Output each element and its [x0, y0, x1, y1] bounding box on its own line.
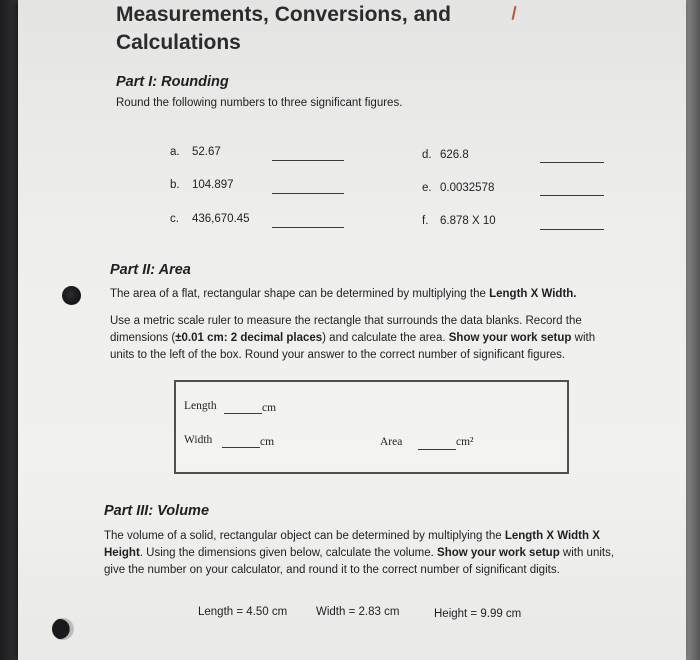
item-a-value: 52.67 [192, 146, 221, 158]
area-unit: cm² [456, 436, 474, 448]
binder-hole-bottom [52, 618, 74, 640]
part2-paragraph1 [110, 286, 620, 303]
page-title-line1: Measurements, Conversions, and [116, 3, 451, 26]
length-label: Length [184, 400, 217, 412]
item-a-answer-blank[interactable] [272, 160, 344, 161]
part3-heading: Part III: Volume [104, 503, 210, 519]
part2-para1-bold: Length X Width. [489, 288, 577, 300]
item-d-answer-blank[interactable] [540, 162, 604, 163]
item-b-letter: b. [170, 179, 180, 191]
item-c-answer-blank[interactable] [272, 227, 344, 228]
part1-heading: Part I: Rounding [116, 74, 229, 90]
width-unit: cm [260, 436, 275, 448]
part2-heading: Part II: Area [110, 262, 191, 278]
part3-para-c: with units, give the number on your calculator, and round it to the correct number of significant digits. [104, 547, 615, 576]
binder-hole-middle [62, 286, 81, 305]
width-blank[interactable] [222, 447, 260, 448]
volume-height: Height = 9.99 cm [434, 608, 522, 620]
item-f-letter: f. [422, 215, 429, 227]
item-d-value: 626.8 [440, 149, 469, 161]
width-label: Width [184, 434, 213, 446]
part2-para2-c: with units to the left of the box. Round your answer to the correct number of significant figures. [110, 332, 596, 361]
item-e-letter: e. [422, 182, 432, 194]
part2-para2-a: Use a metric scale ruler to measure the rectangle that surrounds the data blanks. Record the dimensions ( [110, 315, 582, 344]
item-b-answer-blank[interactable] [272, 193, 344, 194]
page-edge-right [686, 0, 700, 660]
part2-para2-bold2: Show your work setup [448, 332, 572, 344]
page-title-line2: Calculations [116, 31, 241, 54]
item-a-letter: a. [170, 146, 180, 158]
worksheet-page [18, 0, 686, 660]
item-c-letter: c. [170, 213, 179, 225]
item-f-answer-blank[interactable] [540, 229, 604, 230]
item-f-value: 6.878 X 10 [440, 215, 496, 227]
area-data-box [174, 380, 569, 474]
red-pen-mark [512, 6, 517, 20]
part3-para-a: The volume of a solid, rectangular object can be determined by multiplying the [104, 530, 505, 542]
item-b-value: 104.897 [192, 179, 234, 191]
area-label: Area [380, 436, 403, 448]
item-d-letter: d. [422, 149, 432, 161]
part3-paragraph [104, 528, 634, 579]
part3-para-b: . Using the dimensions given below, calculate the volume. [139, 547, 438, 559]
part2-para2-bold1: ±0.01 cm: 2 decimal places [175, 332, 323, 344]
part2-paragraph2 [110, 313, 610, 364]
item-e-value: 0.0032578 [440, 182, 495, 194]
area-blank[interactable] [418, 449, 456, 450]
part1-instruction: Round the following numbers to three significant figures. [116, 97, 403, 109]
volume-length: Length = 4.50 cm [198, 606, 288, 618]
item-c-value: 436,670.45 [192, 213, 250, 225]
item-e-answer-blank[interactable] [540, 195, 604, 196]
part3-para-bold1: Length X Width X Height [104, 530, 600, 559]
length-blank[interactable] [224, 413, 262, 414]
volume-width: Width = 2.83 cm [316, 606, 400, 618]
part2-para2-b: ) and calculate the area. [322, 332, 449, 344]
part3-para-bold2: Show your work setup [437, 547, 560, 559]
part2-para1-text: The area of a flat, rectangular shape can be determined by multiplying the [110, 288, 490, 300]
length-unit: cm [262, 402, 277, 414]
